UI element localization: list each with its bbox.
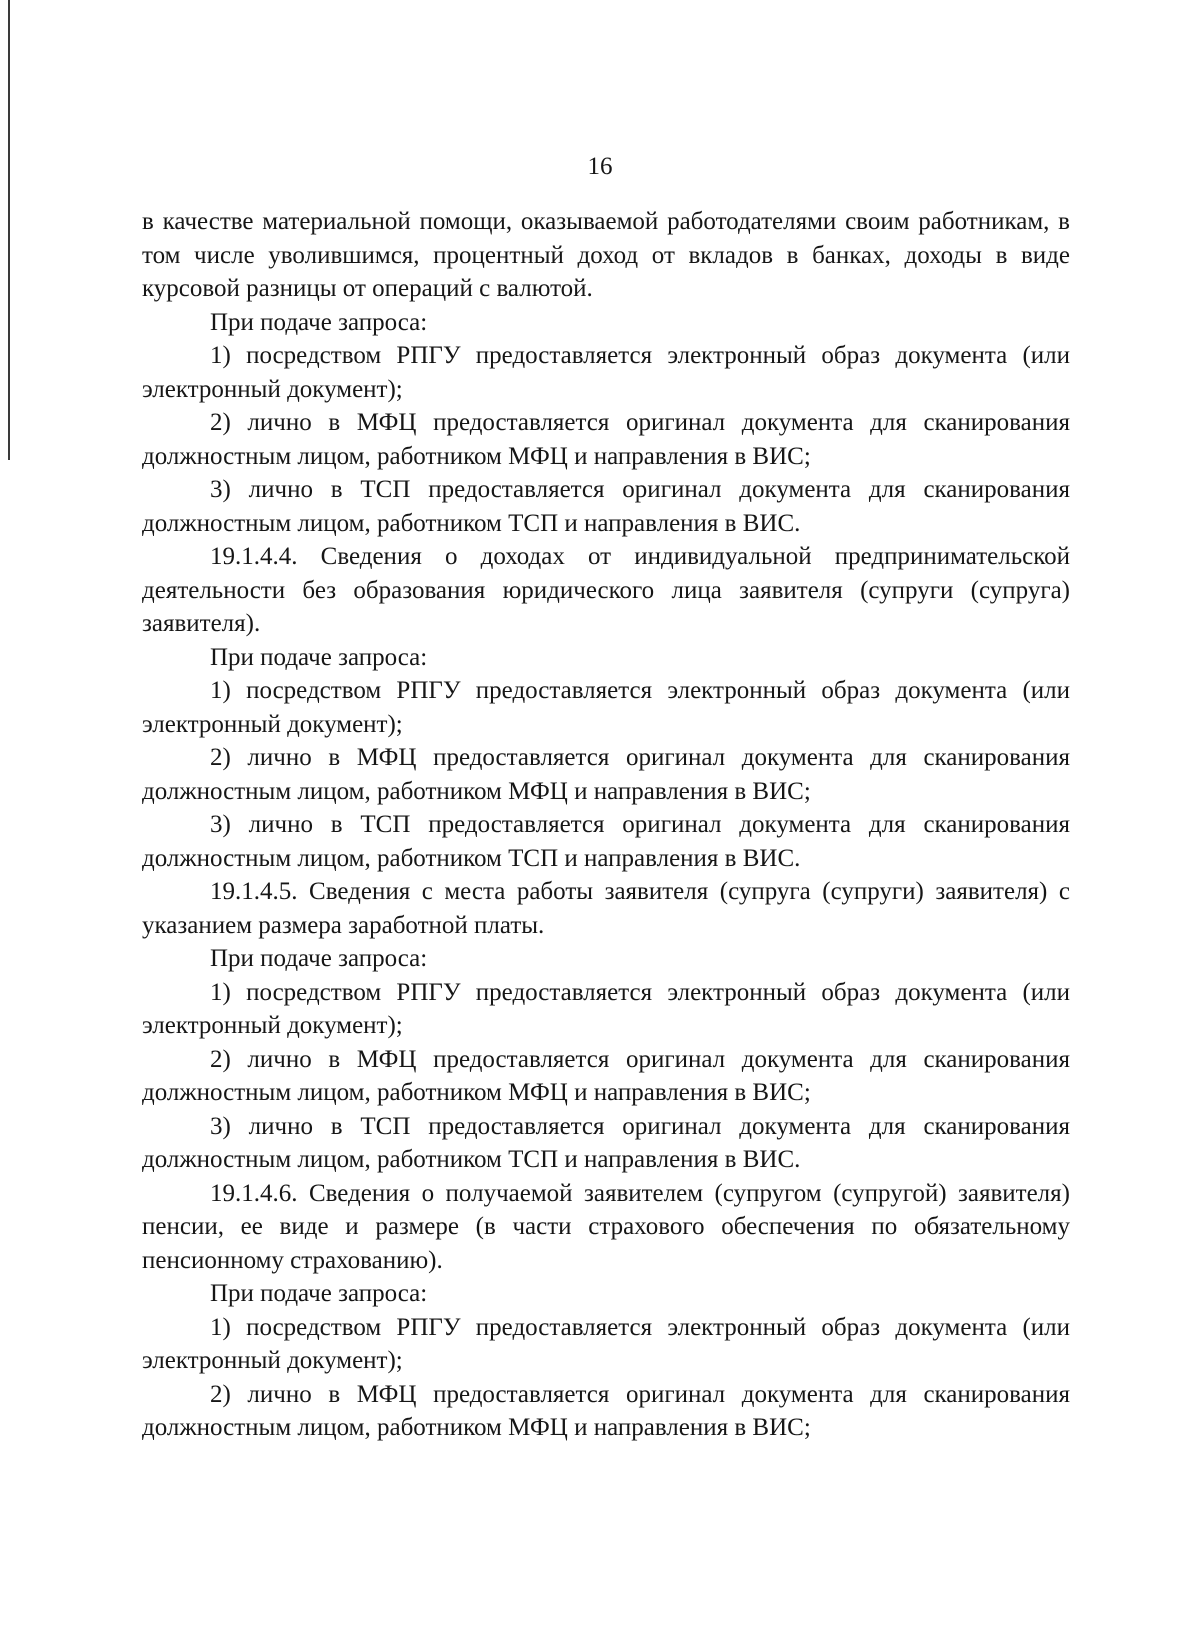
paragraph-request-heading: При подаче запроса: xyxy=(210,945,428,972)
paragraph-section-19-1-4-6: 19.1.4.6. Сведения о получаемой заявителем (супругом (супругой) заявителя) пенсии, ее виде и размере (в части страхового обеспечения по обязательному пенсионному страхованию). xyxy=(142,1179,1070,1274)
paragraph-request-heading: При подаче запроса: xyxy=(210,1280,428,1307)
paragraph-item-mfc: 2) лично в МФЦ предоставляется оригинал документа для сканирования должностным лицом, работником МФЦ и направления в ВИС; xyxy=(142,744,1070,805)
paragraph-request-heading: При подаче запроса: xyxy=(210,643,428,671)
paragraph-item-mfc: 2) лично в МФЦ предоставляется оригинал документа для сканирования должностным лицом, работником МФЦ и направления в ВИС; xyxy=(142,1045,1070,1106)
paragraph-item-tsp: 3) лично в ТСП предоставляется оригинал документа для сканирования должностным лицом, работником ТСП и направления в ВИС. xyxy=(142,476,1070,537)
paragraph-item-mfc: 2) лично в МФЦ предоставляется оригинал документа для сканирования должностным лицом, работником МФЦ и направления в ВИС; xyxy=(142,1380,1070,1441)
paragraph-item-rpgu: 1) посредством РПГУ предоставляется электронный образ документа (или электронный документ); xyxy=(142,677,1070,738)
paragraph-item-rpgu: 1) посредством РПГУ предоставляется электронный образ документа (или электронный документ); xyxy=(142,978,1070,1039)
paragraph-item-rpgu: 1) посредством РПГУ предоставляется электронный образ документа (или электронный документ); xyxy=(142,1313,1070,1374)
paragraph-item-tsp: 3) лично в ТСП предоставляется оригинал документа для сканирования должностным лицом, работником ТСП и направления в ВИС. xyxy=(142,1112,1070,1173)
paragraph-request-heading: При подаче запроса: xyxy=(210,308,428,336)
paragraph-item-mfc: 2) лично в МФЦ предоставляется оригинал документа для сканирования должностным лицом, работником МФЦ и направления в ВИС; xyxy=(142,409,1070,470)
paragraph-item-tsp: 3) лично в ТСП предоставляется оригинал документа для сканирования должностным лицом, работником ТСП и направления в ВИС. xyxy=(142,811,1070,872)
paragraph-section-19-1-4-4: 19.1.4.4. Сведения о доходах от индивидуальной предпринимательской деятельности без образования юридического лица заявителя (супруги (супруга) заявителя). xyxy=(142,543,1070,637)
page-number: 16 xyxy=(587,153,613,180)
document-body xyxy=(142,205,1070,1445)
paragraph-section-19-1-4-5: 19.1.4.5. Сведения с места работы заявителя (супруга (супруги) заявителя) с указанием размера заработной платы. xyxy=(142,878,1070,939)
scan-edge-line xyxy=(8,0,10,460)
paragraph-continuation: в качестве материальной помощи, оказываемой работодателями своим работникам, в том числе уволившимся, процентный доход от вкладов в банках, доходы в виде курсовой разницы от операций с валютой. xyxy=(142,208,1070,302)
paragraph-item-rpgu: 1) посредством РПГУ предоставляется электронный образ документа (или электронный документ); xyxy=(142,342,1070,403)
